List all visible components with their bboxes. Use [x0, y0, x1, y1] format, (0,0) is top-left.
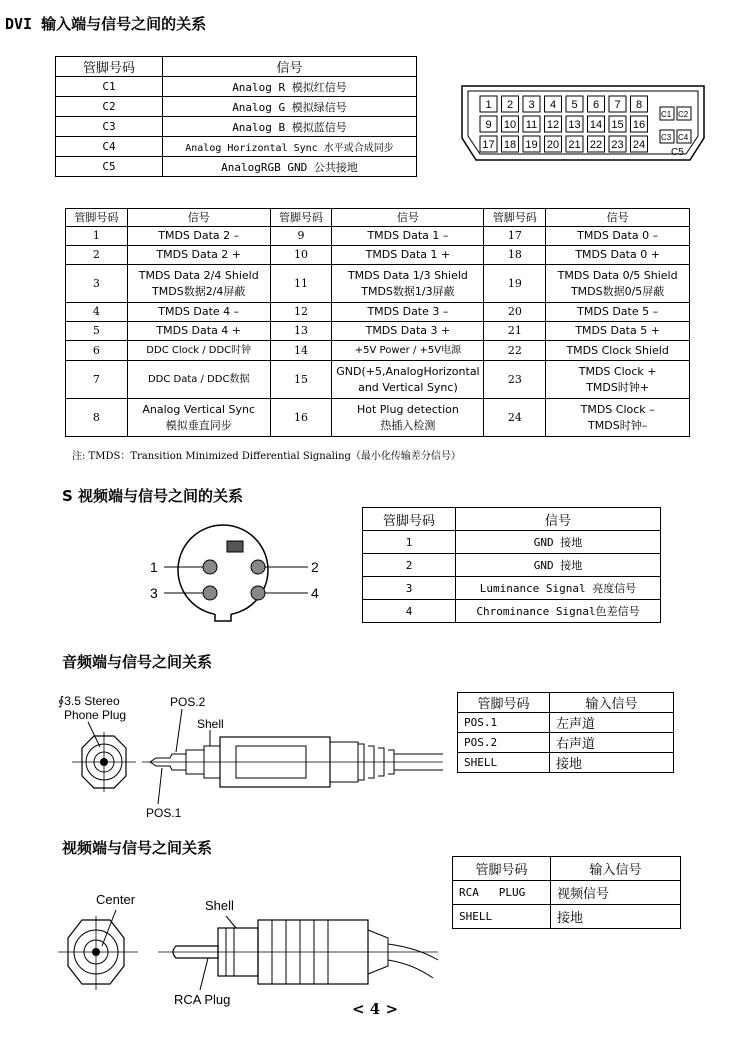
- table-cell: TMDS Data 3 +: [332, 322, 484, 341]
- audio-section-title: 音频端与信号之间关系: [62, 653, 213, 671]
- table-cell: [332, 361, 484, 399]
- table-cell: TMDS Data 1 –: [332, 227, 484, 246]
- svideo-section-title: S 视频端与信号之间的关系: [62, 487, 244, 505]
- table-cell: 3: [66, 265, 128, 303]
- table-cell: 24: [484, 399, 546, 437]
- table-cell: 11: [270, 265, 332, 303]
- cell-line: TMDS Clock –: [580, 402, 655, 416]
- table-cell: TMDS Data 4 +: [127, 322, 270, 341]
- dvi-pin-c3: C3: [661, 133, 672, 142]
- svideo-pin-3-label: 3: [150, 585, 158, 601]
- table-header: 管脚号码: [458, 693, 550, 713]
- dvi-pin-number: 5: [571, 99, 578, 111]
- audio-plug-diagram: [58, 692, 448, 822]
- table-header: 信号: [546, 209, 690, 227]
- rca-plug-diagram: [58, 890, 443, 1010]
- table-cell: Analog R 模拟红信号: [163, 77, 417, 97]
- cell-subline: 模拟垂直同步: [165, 418, 232, 432]
- svideo-pin-2-label: 2: [311, 559, 319, 575]
- dvi-pin-number: 23: [611, 139, 624, 151]
- table-cell: Luminance Signal 亮度信号: [456, 577, 661, 600]
- table-cell: TMDS Data 1 +: [332, 246, 484, 265]
- table-cell: Analog G 模拟绿信号: [163, 97, 417, 117]
- dvi-pin-number: 18: [503, 139, 517, 151]
- table-cell: TMDS Data 0 +: [546, 246, 690, 265]
- table-cell: 右声道: [550, 733, 674, 753]
- audio-plug-label-1: ∮3.5 Stereo: [58, 694, 120, 708]
- table-cell: C2: [56, 97, 163, 117]
- cell-subline: TMDS时钟–: [588, 418, 648, 432]
- table-cell: SHELL: [458, 753, 550, 773]
- dvi-pin-number: 3: [528, 99, 535, 111]
- cell-line: Hot Plug detection: [356, 402, 459, 416]
- table-cell: 17: [484, 227, 546, 246]
- table-cell: TMDS Data 0 –: [546, 227, 690, 246]
- table-cell: 18: [484, 246, 546, 265]
- table-cell: [546, 361, 690, 399]
- cell-line: TMDS Data 1/3 Shield: [347, 268, 468, 282]
- dvi-pin-number: 16: [632, 119, 646, 131]
- table-cell: [546, 265, 690, 303]
- cell-subline: TMDS数据1/3屏蔽: [361, 284, 455, 298]
- table-cell: 10: [270, 246, 332, 265]
- svideo-pin-4-label: 4: [311, 585, 319, 601]
- dvi-pin-number: 1: [485, 99, 492, 111]
- table-cell: 9: [270, 227, 332, 246]
- table-cell: 12: [270, 303, 332, 322]
- cell-subline: TMDS数据2/4屏蔽: [152, 284, 246, 298]
- dvi-pin-number: 19: [525, 139, 538, 151]
- dvi-pin-number: 24: [632, 139, 646, 151]
- dvi-pin-c4: C4: [678, 133, 689, 142]
- table-header: 信号: [456, 508, 661, 531]
- table-cell: POS.1: [458, 713, 550, 733]
- cell-subline: 热插入检测: [380, 418, 436, 432]
- table-cell: 4: [363, 600, 456, 623]
- table-header: 管脚号码: [484, 209, 546, 227]
- table-cell: C3: [56, 117, 163, 137]
- video-section-title: 视频端与信号之间关系: [62, 839, 213, 857]
- table-cell: 2: [363, 554, 456, 577]
- table-cell: 20: [484, 303, 546, 322]
- table-header: 信号: [127, 209, 270, 227]
- table-cell: [332, 399, 484, 437]
- table-cell: 接地: [550, 753, 674, 773]
- table-cell: GND 接地: [456, 531, 661, 554]
- cell-line: TMDS Data 2/4 Shield: [138, 268, 259, 282]
- table-header: 输入信号: [550, 693, 674, 713]
- table-cell: POS.2: [458, 733, 550, 753]
- page-number: < 4 >: [352, 1000, 399, 1018]
- table-cell: TMDS Date 5 –: [546, 303, 690, 322]
- table-header: 信号: [332, 209, 484, 227]
- dvi-pin-number: 9: [485, 119, 492, 131]
- table-cell: C4: [56, 137, 163, 157]
- dvi-pin-number: 7: [614, 99, 621, 111]
- audio-plug-label-2: Phone Plug: [64, 708, 127, 722]
- table-cell: [546, 399, 690, 437]
- svideo-table: [362, 507, 661, 623]
- table-cell: [127, 265, 270, 303]
- table-cell: 14: [270, 341, 332, 361]
- dvi-pin-number: 2: [506, 99, 514, 111]
- table-cell: 8: [66, 399, 128, 437]
- dvi-connector-diagram: [456, 82, 710, 166]
- cell-subline: and Vertical Sync): [358, 380, 458, 394]
- dvi-pin-number: 6: [592, 99, 600, 111]
- table-header: 管脚号码: [270, 209, 332, 227]
- table-cell: 21: [484, 322, 546, 341]
- table-cell: 13: [270, 322, 332, 341]
- table-cell: 1: [66, 227, 128, 246]
- rca-shell-label: Shell: [205, 898, 234, 913]
- table-cell: 6: [66, 341, 128, 361]
- table-header: 管脚号码: [453, 857, 551, 881]
- table-header: 管脚号码: [66, 209, 128, 227]
- audio-pos2-label: POS.2: [170, 695, 206, 709]
- audio-pos1-label: POS.1: [146, 806, 182, 820]
- table-cell: TMDS Data 5 +: [546, 322, 690, 341]
- cell-line: TMDS Clock +: [578, 364, 657, 378]
- dvi-pin-number: 13: [568, 119, 581, 131]
- table-cell: C1: [56, 77, 163, 97]
- rca-center-label: Center: [96, 892, 136, 907]
- table-cell: 16: [270, 399, 332, 437]
- table-cell: 19: [484, 265, 546, 303]
- svideo-pin-1-label: 1: [150, 559, 158, 575]
- table-cell: GND 接地: [456, 554, 661, 577]
- dvi-pin-number: 21: [568, 139, 581, 151]
- cell-subline: TMDS时钟+: [586, 380, 650, 394]
- rca-plug-label: RCA Plug: [174, 992, 231, 1007]
- table-cell: Analog B 模拟蓝信号: [163, 117, 417, 137]
- dvi-section-title: DVI 输入端与信号之间的关系: [5, 15, 207, 33]
- dvi-analog-table: [55, 56, 417, 177]
- audio-table: [457, 692, 674, 773]
- table-cell: 左声道: [550, 713, 674, 733]
- table-cell: DDC Data / DDC数据: [127, 361, 270, 399]
- dvi-pin-c1: C1: [661, 110, 672, 119]
- svideo-connector-diagram: [148, 515, 328, 625]
- table-cell: TMDS Clock Shield: [546, 341, 690, 361]
- dvi-digital-table: [65, 208, 690, 437]
- table-cell: 4: [66, 303, 128, 322]
- video-table: [452, 856, 681, 929]
- table-cell: TMDS Date 3 –: [332, 303, 484, 322]
- cell-subline: TMDS数据0/5屏蔽: [570, 284, 665, 298]
- table-header: 管脚号码: [363, 508, 456, 531]
- dvi-pin-number: 10: [503, 119, 517, 131]
- dvi-pin-c5: C5: [671, 147, 684, 158]
- table-header: 输入信号: [551, 857, 681, 881]
- table-cell: TMDS Data 2 –: [127, 227, 270, 246]
- table-cell: +5V Power / +5V电源: [332, 341, 484, 361]
- cell-line: Analog Vertical Sync: [142, 402, 256, 416]
- table-cell: TMDS Date 4 –: [127, 303, 270, 322]
- table-cell: 23: [484, 361, 546, 399]
- table-cell: 接地: [551, 905, 681, 929]
- table-cell: SHELL: [453, 905, 551, 929]
- dvi-pin-number: 14: [589, 119, 603, 131]
- table-cell: DDC Clock / DDC时钟: [127, 341, 270, 361]
- table-cell: 5: [66, 322, 128, 341]
- table-cell: [127, 399, 270, 437]
- table-cell: C5: [56, 157, 163, 177]
- table-header: 信号: [163, 57, 417, 77]
- table-cell: Chrominance Signal色差信号: [456, 600, 661, 623]
- table-cell: 2: [66, 246, 128, 265]
- table-cell: Analog Horizontal Sync 水平或合成同步: [163, 137, 417, 157]
- dvi-pin-number: 8: [635, 99, 643, 111]
- audio-shell-label: Shell: [197, 717, 224, 731]
- dvi-pin-number: 12: [546, 119, 560, 131]
- table-cell: [332, 265, 484, 303]
- table-cell: 15: [270, 361, 332, 399]
- cell-line: TMDS Data 0/5 Shield: [557, 268, 678, 282]
- dvi-pin-number: 4: [549, 99, 557, 111]
- table-cell: RCA PLUG: [453, 881, 551, 905]
- table-cell: TMDS Data 2 +: [127, 246, 270, 265]
- table-cell: 22: [484, 341, 546, 361]
- tmds-note: 注: TMDS：Transition Minimized Differential Signaling（最小化传输差分信号）: [72, 451, 461, 462]
- dvi-pin-number: 22: [589, 139, 603, 151]
- dvi-pin-c2: C2: [678, 110, 689, 119]
- dvi-pin-number: 11: [525, 119, 538, 131]
- table-cell: 3: [363, 577, 456, 600]
- table-cell: AnalogRGB GND 公共接地: [163, 157, 417, 177]
- cell-line: GND(+5,AnalogHorizontal: [336, 364, 480, 378]
- dvi-pin-number: 20: [546, 139, 560, 151]
- table-cell: 视频信号: [551, 881, 681, 905]
- table-cell: 1: [363, 531, 456, 554]
- dvi-pin-number: 17: [482, 139, 495, 151]
- table-header: 管脚号码: [56, 57, 163, 77]
- table-cell: 7: [66, 361, 128, 399]
- dvi-pin-number: 15: [611, 119, 624, 131]
